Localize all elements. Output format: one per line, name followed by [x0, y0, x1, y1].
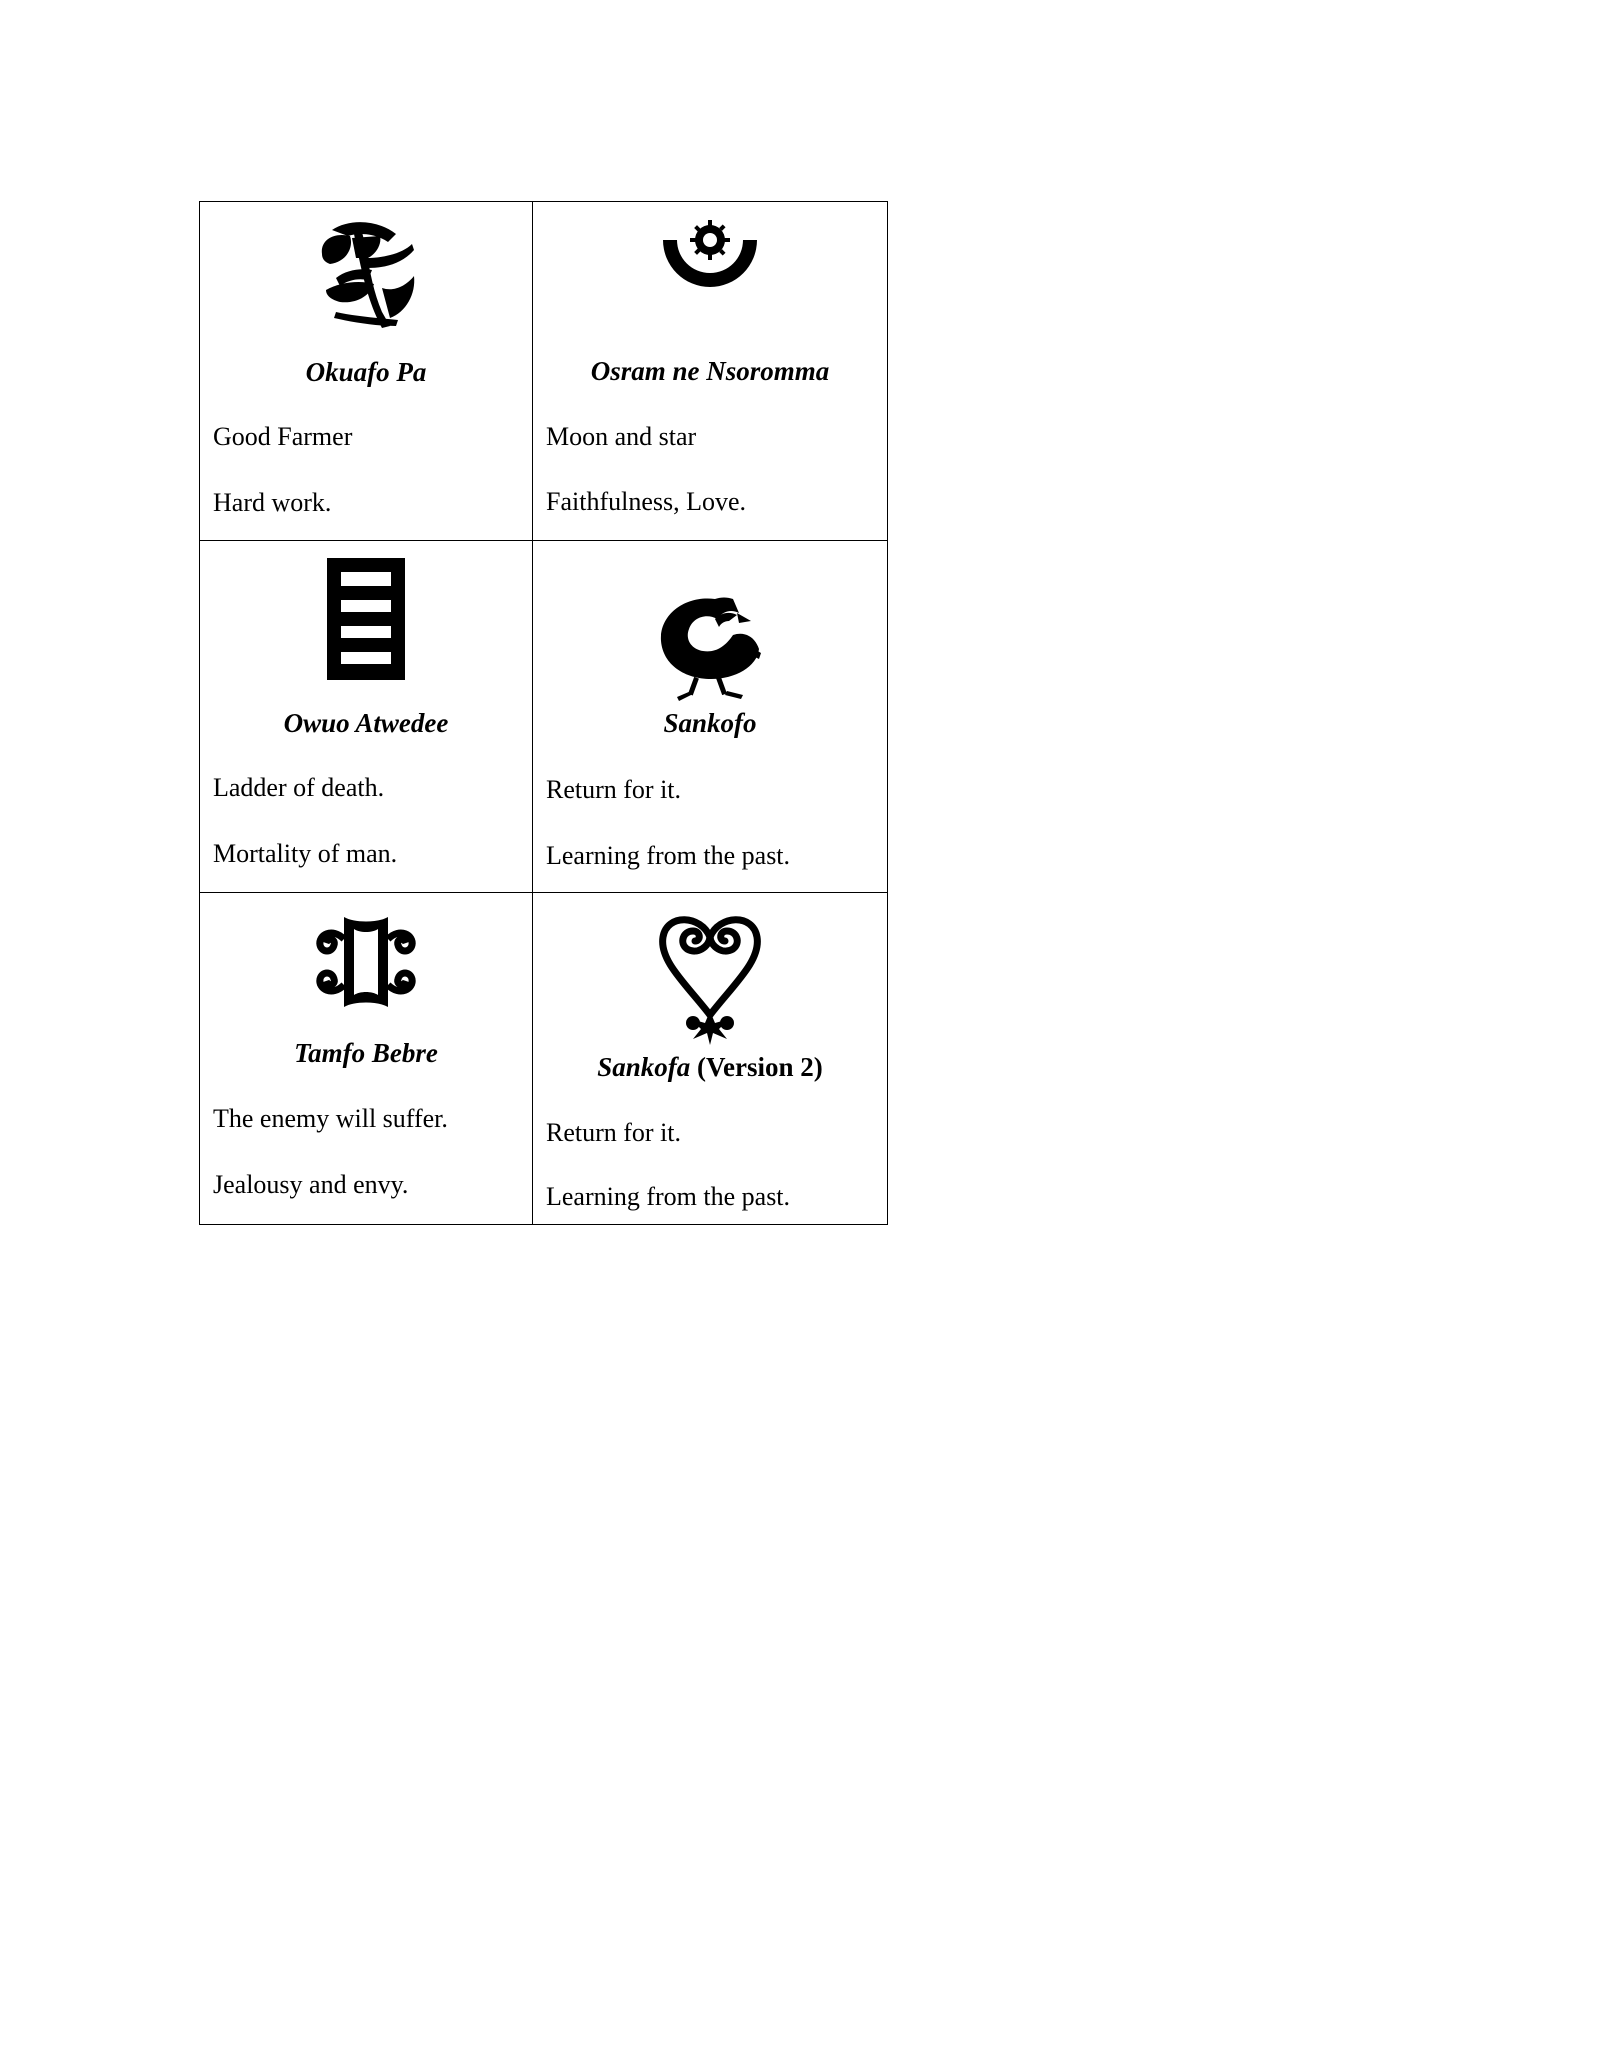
sankofa-heart-icon: [657, 911, 763, 1045]
symbol-name: Tamfo Bebre: [294, 1038, 438, 1068]
symbol-name-italic: Sankofa: [597, 1052, 691, 1082]
symbol-translation: Moon and star: [546, 422, 697, 451]
osram-ne-nsoromma-icon: [655, 218, 765, 308]
table-row: [200, 541, 888, 893]
symbol-meaning: Faithfulness, Love.: [546, 487, 747, 516]
symbol-name: [533, 1052, 887, 1083]
adinkra-symbols-table: [199, 201, 888, 1225]
symbol-translation: The enemy will suffer.: [213, 1104, 448, 1133]
symbol-translation: Good Farmer: [213, 422, 353, 451]
symbol-cell-osram-ne-nsoromma: [533, 202, 888, 541]
symbol-translation: Ladder of death.: [213, 773, 385, 802]
symbol-meaning: Jealousy and envy.: [213, 1170, 409, 1199]
symbol-cell-sankofa-version-2: [533, 893, 888, 1225]
symbol-meaning: Mortality of man.: [213, 839, 398, 868]
symbol-name: Okuafo Pa: [305, 357, 427, 387]
symbol-name: Sankofo: [663, 708, 757, 738]
table-row: [200, 893, 888, 1225]
symbol-meaning: Hard work.: [213, 488, 332, 517]
symbol-name: Osram ne Nsoromma: [590, 356, 830, 386]
owuo-atwedee-icon: [325, 558, 407, 680]
symbol-name: Owuo Atwedee: [283, 708, 449, 738]
symbol-cell-owuo-atwedee: [200, 541, 533, 893]
symbol-translation: Return for it.: [546, 1118, 682, 1147]
okuafo-pa-icon: [306, 214, 426, 334]
symbol-cell-okuafo-pa: [200, 202, 533, 541]
symbol-meaning: Learning from the past.: [546, 1182, 791, 1211]
table-row: [200, 202, 888, 541]
symbol-version-label: (Version 2): [697, 1052, 823, 1082]
symbol-cell-sankofo: [533, 541, 888, 893]
symbol-cell-tamfo-bebre: [200, 893, 533, 1225]
symbol-translation: Return for it.: [546, 775, 682, 804]
symbol-meaning: Learning from the past.: [546, 841, 791, 870]
tamfo-bebre-icon: [314, 913, 418, 1011]
sankofa-bird-icon: [655, 591, 765, 701]
